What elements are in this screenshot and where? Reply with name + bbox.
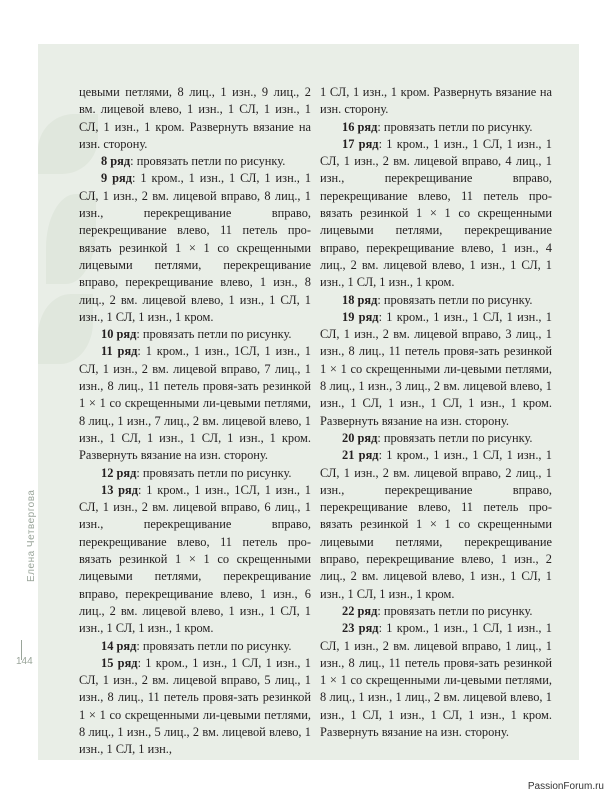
row-paragraph: 14 ряд: провязать петли по рисунку. [101, 638, 292, 653]
row-label: 21 ряд [342, 448, 379, 463]
row-label: 17 ряд [342, 136, 379, 151]
right-text-column [320, 84, 552, 741]
row-label: 22 ряд [342, 603, 378, 618]
row-paragraph: 8 ряд: провязать петли по рисунку. [101, 154, 286, 169]
paragraph: 1 СЛ, 1 изн., 1 кром. Развернуть вязание на изн. сторону. [320, 85, 552, 117]
author-vertical-label: Елена Четвергова [26, 489, 37, 582]
row-label: 9 ряд [101, 171, 132, 186]
row-paragraph: 13 ряд: 1 кром., 1 изн., 1СЛ, 1 изн., 1 СЛ, 1 изн., 2 вм. лицевой вправо, 6 лиц., 1 изн., перекрещивание вправо, перекрещивание влево, 11 петель про-вязать резинкой 1 × 1 со скрещенными лицевыми петлями, перекрещивание вправо, перекрещивание влево, 1 изн., 6 лиц., 2 вм. лицевой влево, 1 изн., 1 СЛ, 1 изн., 1 СЛ, 1 изн., 1 кром. [79, 482, 311, 636]
page-number: 144 [16, 656, 33, 667]
row-paragraph: 9 ряд: 1 кром., 1 изн., 1 СЛ, 1 изн., 1 СЛ, 1 изн., 2 вм. лицевой вправо, 8 лиц., 1 изн., перекрещивание вправо, перекрещивание влево, 11 петель про-вязать резинкой 1 × 1 со скрещенными лицевыми петлями, перекрещивание вправо, перекрещивание влево, 1 изн., 8 лиц., 2 вм. лицевой влево, 1 изн., 1 СЛ, 1 изн., 1 СЛ, 1 изн., 1 кром. [79, 171, 312, 324]
row-label: 18 ряд [342, 292, 378, 307]
row-paragraph: 19 ряд: 1 кром., 1 изн., 1 СЛ, 1 изн., 1 СЛ, 1 изн., 2 вм. лицевой вправо, 3 лиц., 1 изн., 8 лиц., 11 петель провя-зать резинкой 1 × 1 со скрещенными ли-цевыми петлями, 8 лиц., 1 изн., 3 лиц., 2 вм. лицевой влево, 1 изн., 1 СЛ, 1 изн., 1 СЛ, 1 изн., 1 кром. Развернуть вязание на изн. сторону. [320, 309, 553, 428]
row-label: 16 ряд [342, 119, 378, 134]
row-paragraph: 21 ряд: 1 кром., 1 изн., 1 СЛ, 1 изн., 1 СЛ, 1 изн., 2 вм. лицевой вправо, 2 лиц., 1 изн., перекрещивание вправо, перекрещивание влево, 11 петель про-вязать резинкой 1 × 1 со скрещенными лицевыми петлями, перекрещивание вправо, перекрещивание влево, 1 изн., 2 лиц., 2 вм. лицевой влево, 1 изн., 1 СЛ, 1 изн., 1 СЛ, 1 изн., 1 кром. [320, 448, 553, 601]
row-paragraph: 10 ряд: провязать петли по рисунку. [101, 327, 292, 342]
row-paragraph: 22 ряд: провязать петли по рисунку. [342, 603, 533, 618]
row-label: 23 ряд [342, 621, 379, 636]
row-paragraph: 17 ряд: 1 кром., 1 изн., 1 СЛ, 1 изн., 1 СЛ, 1 изн., 2 вм. лицевой вправо, 4 лиц., 1 изн., перекрещивание вправо, перекрещивание влево, 11 петель про-вязать резинкой 1 × 1 со скрещенными лицевыми петлями, перекрещивание вправо, перекрещивание влево, 1 изн., 4 лиц., 2 вм. лицевой влево, 1 изн., 1 СЛ, 1 изн., 1 СЛ, 1 изн., 1 кром. [320, 136, 553, 290]
left-text-column [79, 84, 311, 759]
row-paragraph: 20 ряд: провязать петли по рисунку. [342, 430, 533, 445]
row-paragraph: 15 ряд: 1 кром., 1 изн., 1 СЛ, 1 изн., 1 СЛ, 1 изн., 2 вм. лицевой вправо, 5 лиц., 1 изн., 8 лиц., 11 петель провя-зать резинкой 1 × 1 со скрещенными ли-цевыми петлями, 8 лиц., 1 изн., 5 лиц., 2 вм. лицевой влево, 1 изн., 1 СЛ, 1 изн., [79, 655, 312, 757]
row-label: 11 ряд [101, 344, 138, 359]
row-label: 20 ряд [342, 430, 378, 445]
row-paragraph: 18 ряд: провязать петли по рисунку. [342, 292, 533, 307]
row-paragraph: 11 ряд: 1 кром., 1 изн., 1СЛ, 1 изн., 1 СЛ, 1 изн., 2 вм. лицевой вправо, 7 лиц., 1 изн., 8 лиц., 11 петель провя-зать резинкой 1 × 1 со скрещенными ли-цевыми петлями, 8 лиц., 1 изн., 7 лиц., 2 вм. лицевой влево, 1 изн., 1 СЛ, 1 изн., 1 СЛ, 1 изн., 1 кром. Развернуть вязание на изн. сторону. [79, 344, 311, 463]
row-label: 13 ряд [101, 482, 139, 497]
row-paragraph: 16 ряд: провязать петли по рисунку. [342, 119, 533, 134]
row-label: 10 ряд [101, 327, 137, 342]
row-paragraph: 23 ряд: 1 кром., 1 изн., 1 СЛ, 1 изн., 1 СЛ, 1 изн., 2 вм. лицевой вправо, 1 лиц., 1 изн., 8 лиц., 11 петель провя-зать резинкой 1 × 1 со скрещенными ли-цевыми петлями, 8 лиц., 1 изн., 1 лиц., 2 вм. лицевой влево, 1 изн., 1 СЛ, 1 изн., 1 СЛ, 1 изн., 1 кром. Развернуть вязание на изн. сторону. [320, 621, 553, 739]
row-paragraph: 12 ряд: провязать петли по рисунку. [101, 465, 292, 480]
row-label: 19 ряд [342, 309, 379, 324]
watermark: PassionForum.ru [527, 781, 604, 792]
row-label: 15 ряд [101, 655, 138, 670]
row-label: 14 ряд [101, 638, 137, 653]
row-label: 12 ряд [101, 465, 137, 480]
row-label: 8 ряд [101, 154, 131, 169]
paragraph: цевыми петлями, 8 лиц., 1 изн., 9 лиц., 2 вм. лицевой влево, 1 изн., 1 СЛ, 1 изн., 1 СЛ, 1 изн., 1 кром. Развернуть вязание на изн. сторону. [79, 85, 311, 151]
